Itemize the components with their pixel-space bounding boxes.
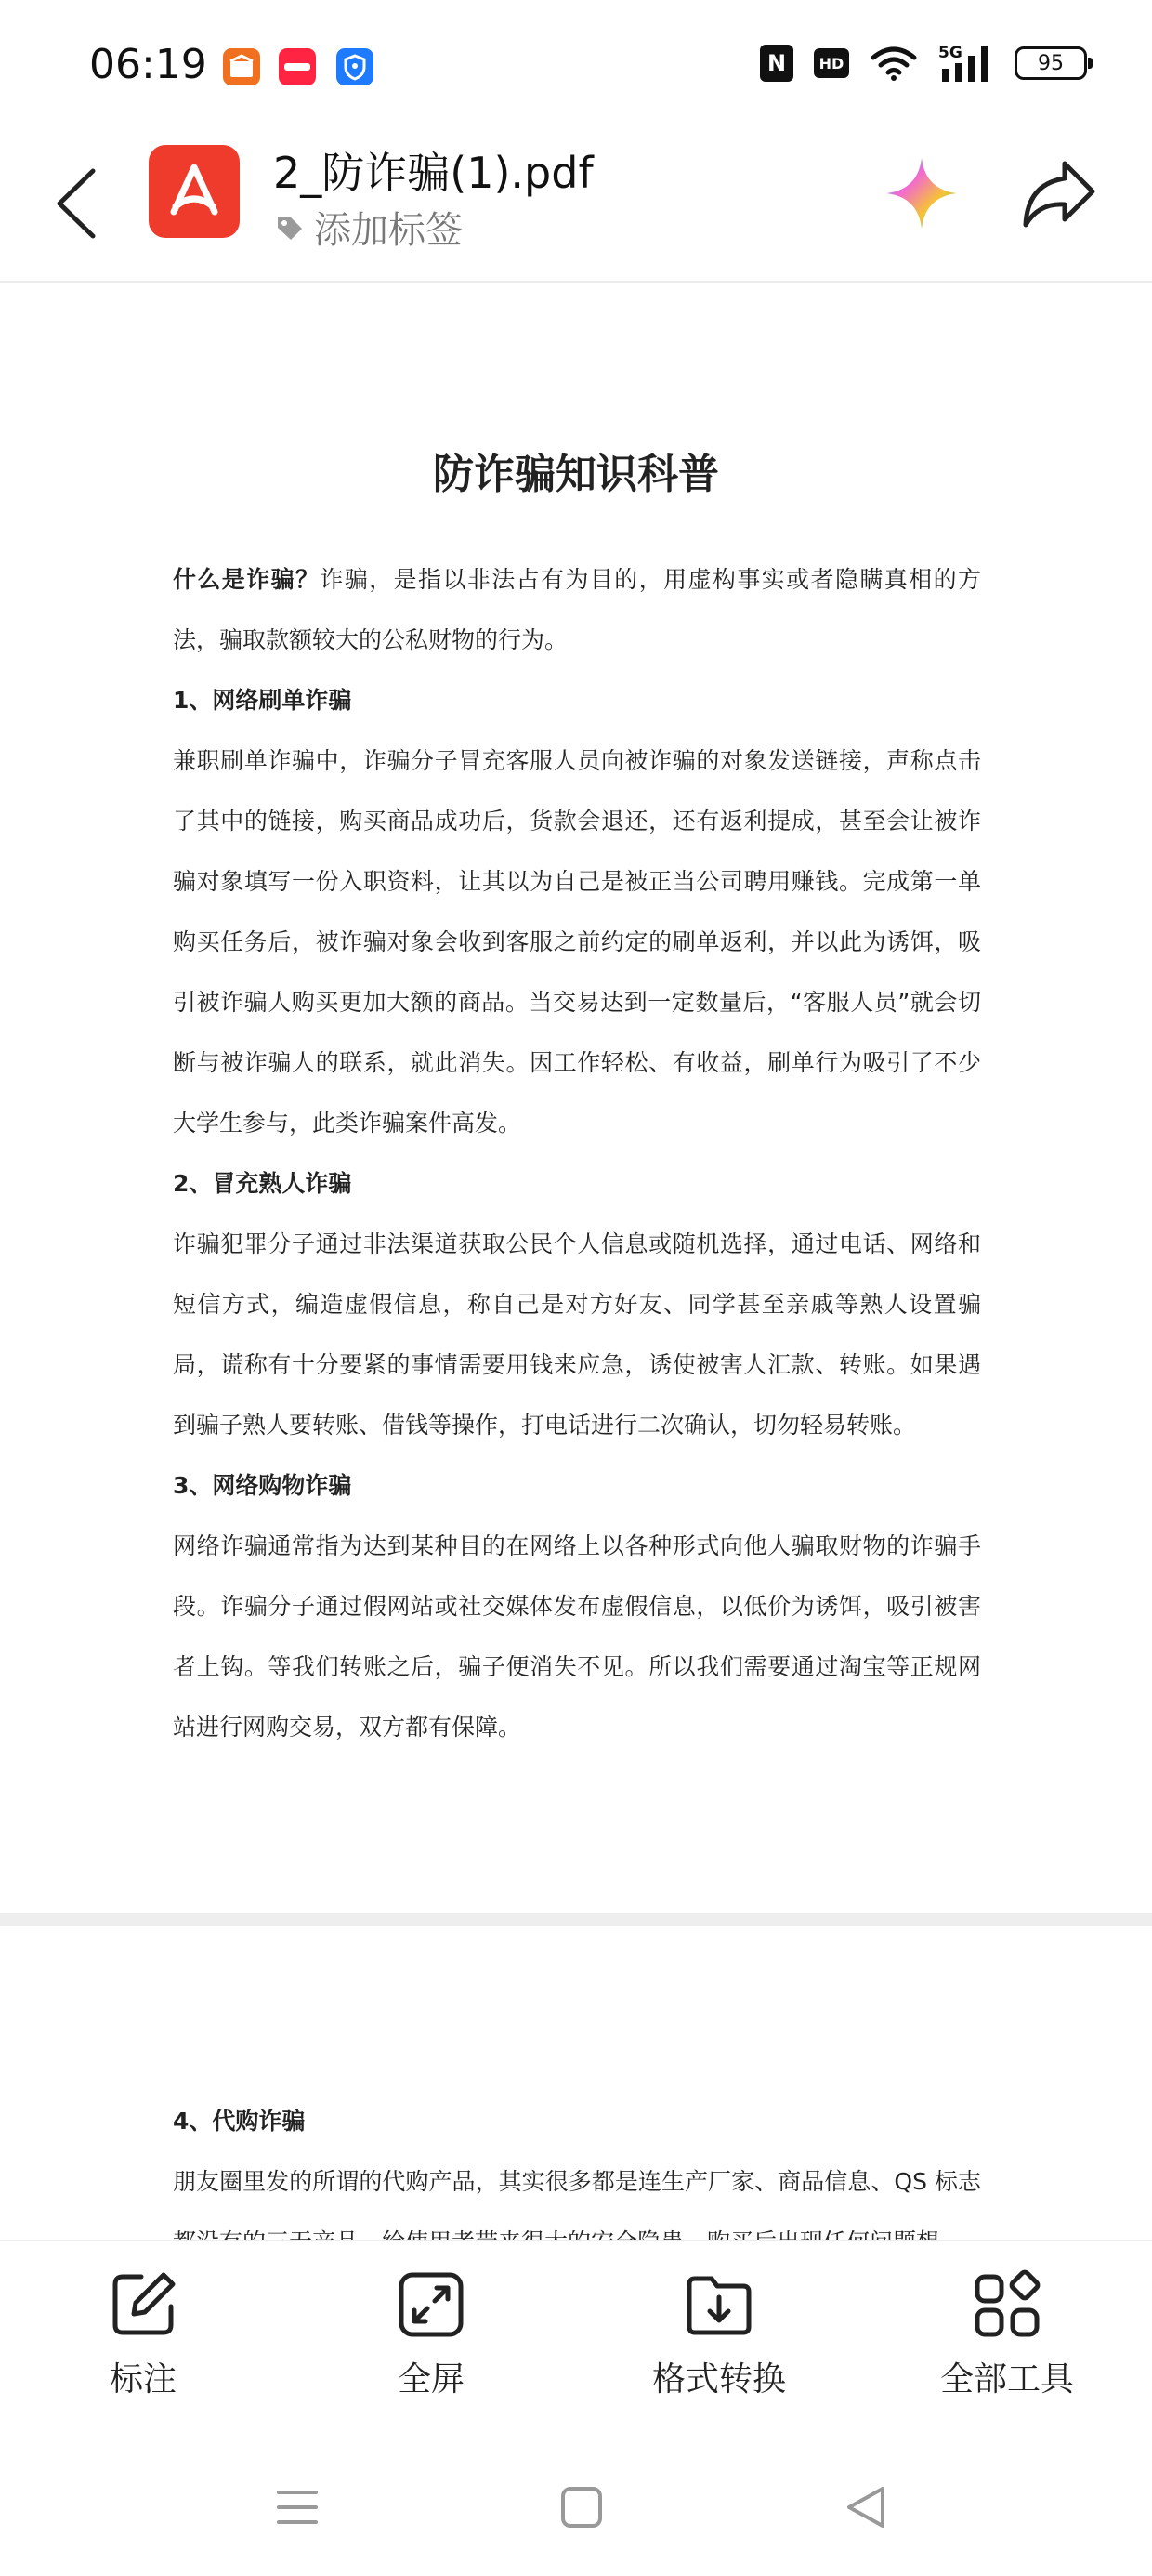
section-heading: 2、冒充熟人诈骗 xyxy=(173,1170,352,1197)
section-body: 诈骗犯罪分子通过非法渠道获取公民个人信息或随机选择，通过电话、网络和短信方式，编造虚假信息，称自己是对方好友、同学甚至亲戚等熟人设置骗局，谎称有十分要紧的事情需要用钱来应急，诱使被害人汇款、转账。如果遇到骗子熟人要转账、借钱等操作，打电话进行二次确认，切勿轻易转账。 xyxy=(173,1230,981,1439)
section-body: 朋友圈里发的所谓的代购产品，其实很多都是连生产厂家、商品信息、QS 标志 xyxy=(173,2168,981,2195)
section-heading: 3、网络购物诈骗 xyxy=(173,1472,352,1499)
all-tools-label: 全部工具 xyxy=(939,2360,1074,2399)
wifi-icon xyxy=(870,45,918,82)
page-separator xyxy=(0,1913,1152,1926)
triangle-back-icon xyxy=(840,2481,892,2533)
hd-icon: HD xyxy=(814,48,849,78)
nfc-icon: N xyxy=(760,45,793,82)
square-home-icon xyxy=(556,2481,608,2533)
battery-indicator xyxy=(1015,46,1087,80)
add-tag-label: 添加标签 xyxy=(314,209,463,252)
home-button[interactable] xyxy=(556,2481,608,2533)
battery-level: 95 xyxy=(1038,51,1064,75)
document-title: 防诈骗知识科普 xyxy=(433,451,719,498)
expand-icon xyxy=(396,2269,466,2340)
format-convert-label: 格式转换 xyxy=(651,2360,786,2399)
sparkle-icon xyxy=(883,154,961,232)
fullscreen-label: 全屏 xyxy=(397,2360,465,2399)
all-tools-button[interactable] xyxy=(914,2269,1100,2409)
pdf-app-logo xyxy=(149,145,240,238)
intro-text: 诈骗，是指以非法占有为目的，用虚构事实或者隐瞒真相的方法，骗取款额较大的公私财物的行为。 xyxy=(173,566,981,653)
format-convert-button[interactable] xyxy=(626,2269,812,2409)
share-button[interactable] xyxy=(1018,156,1098,234)
file-name: 2_防诈骗(1).pdf xyxy=(273,148,594,198)
pdf-viewer[interactable] xyxy=(0,283,1152,2240)
status-bar xyxy=(0,0,1152,130)
pdf-page-1 xyxy=(0,283,1152,1913)
section-heading: 1、网络刷单诈骗 xyxy=(173,687,352,714)
ai-assistant-button[interactable] xyxy=(883,154,961,232)
add-tag-button[interactable] xyxy=(275,201,463,254)
share-arrow-icon xyxy=(1018,156,1098,234)
shield-app-icon xyxy=(336,48,373,85)
intro-bold: 什么是诈骗？ xyxy=(173,566,321,593)
tag-icon xyxy=(275,213,305,243)
apps-grid-icon xyxy=(972,2269,1042,2340)
menu-lines-icon xyxy=(271,2481,323,2533)
fullscreen-button[interactable] xyxy=(338,2269,524,2409)
edit-icon xyxy=(108,2269,178,2340)
bottom-toolbar xyxy=(0,2240,1152,2440)
acrobat-logo-icon xyxy=(164,162,224,221)
recent-apps-button[interactable] xyxy=(271,2481,323,2533)
back-nav-button[interactable] xyxy=(840,2481,892,2533)
intro-paragraph xyxy=(173,549,981,670)
svg-text:5G: 5G xyxy=(938,44,962,62)
app-header xyxy=(0,130,1152,283)
section-heading: 4、代购诈骗 xyxy=(173,2108,306,2135)
haofuli-app-icon xyxy=(223,48,260,85)
xiaohongshu-app-icon xyxy=(279,48,316,85)
back-button[interactable] xyxy=(46,162,111,245)
status-time: 06:19 xyxy=(89,41,207,88)
section-body: 网络诈骗通常指为达到某种目的在网络上以各种形式向他人骗取财物的诈骗手段。诈骗分子通过假网站或社交媒体发布虚假信息，以低价为诱饵，吸引被害者上钩。等我们转账之后，骗子便消失不见。所以我们需要通过淘宝等正规网站进行网购交易，双方都有保障。 xyxy=(173,1532,981,1741)
signal-5g-icon xyxy=(938,43,994,84)
folder-download-icon xyxy=(684,2269,754,2340)
annotate-label: 标注 xyxy=(109,2360,177,2399)
section-body: 兼职刷单诈骗中，诈骗分子冒充客服人员向被诈骗的对象发送链接，声称点击了其中的链接，购买商品成功后，货款会退还，还有返利提成，甚至会让被诈骗对象填写一份入职资料，让其以为自己是被正当公司聘用赚钱。完成第一单购买任务后，被诈骗对象会收到客服之前约定的刷单返利，并以此为诱饵，吸引被诈骗人购买更加大额的商品。当交易达到一定数量后，“客服人员”就会切断与被诈骗人的联系，就此消失。因工作轻松、有收益，刷单行为吸引了不少大学生参与，此类诈骗案件高发。 xyxy=(173,747,981,1137)
annotate-button[interactable] xyxy=(50,2269,236,2409)
system-nav-bar xyxy=(0,2438,1152,2576)
chevron-left-icon xyxy=(46,162,111,245)
